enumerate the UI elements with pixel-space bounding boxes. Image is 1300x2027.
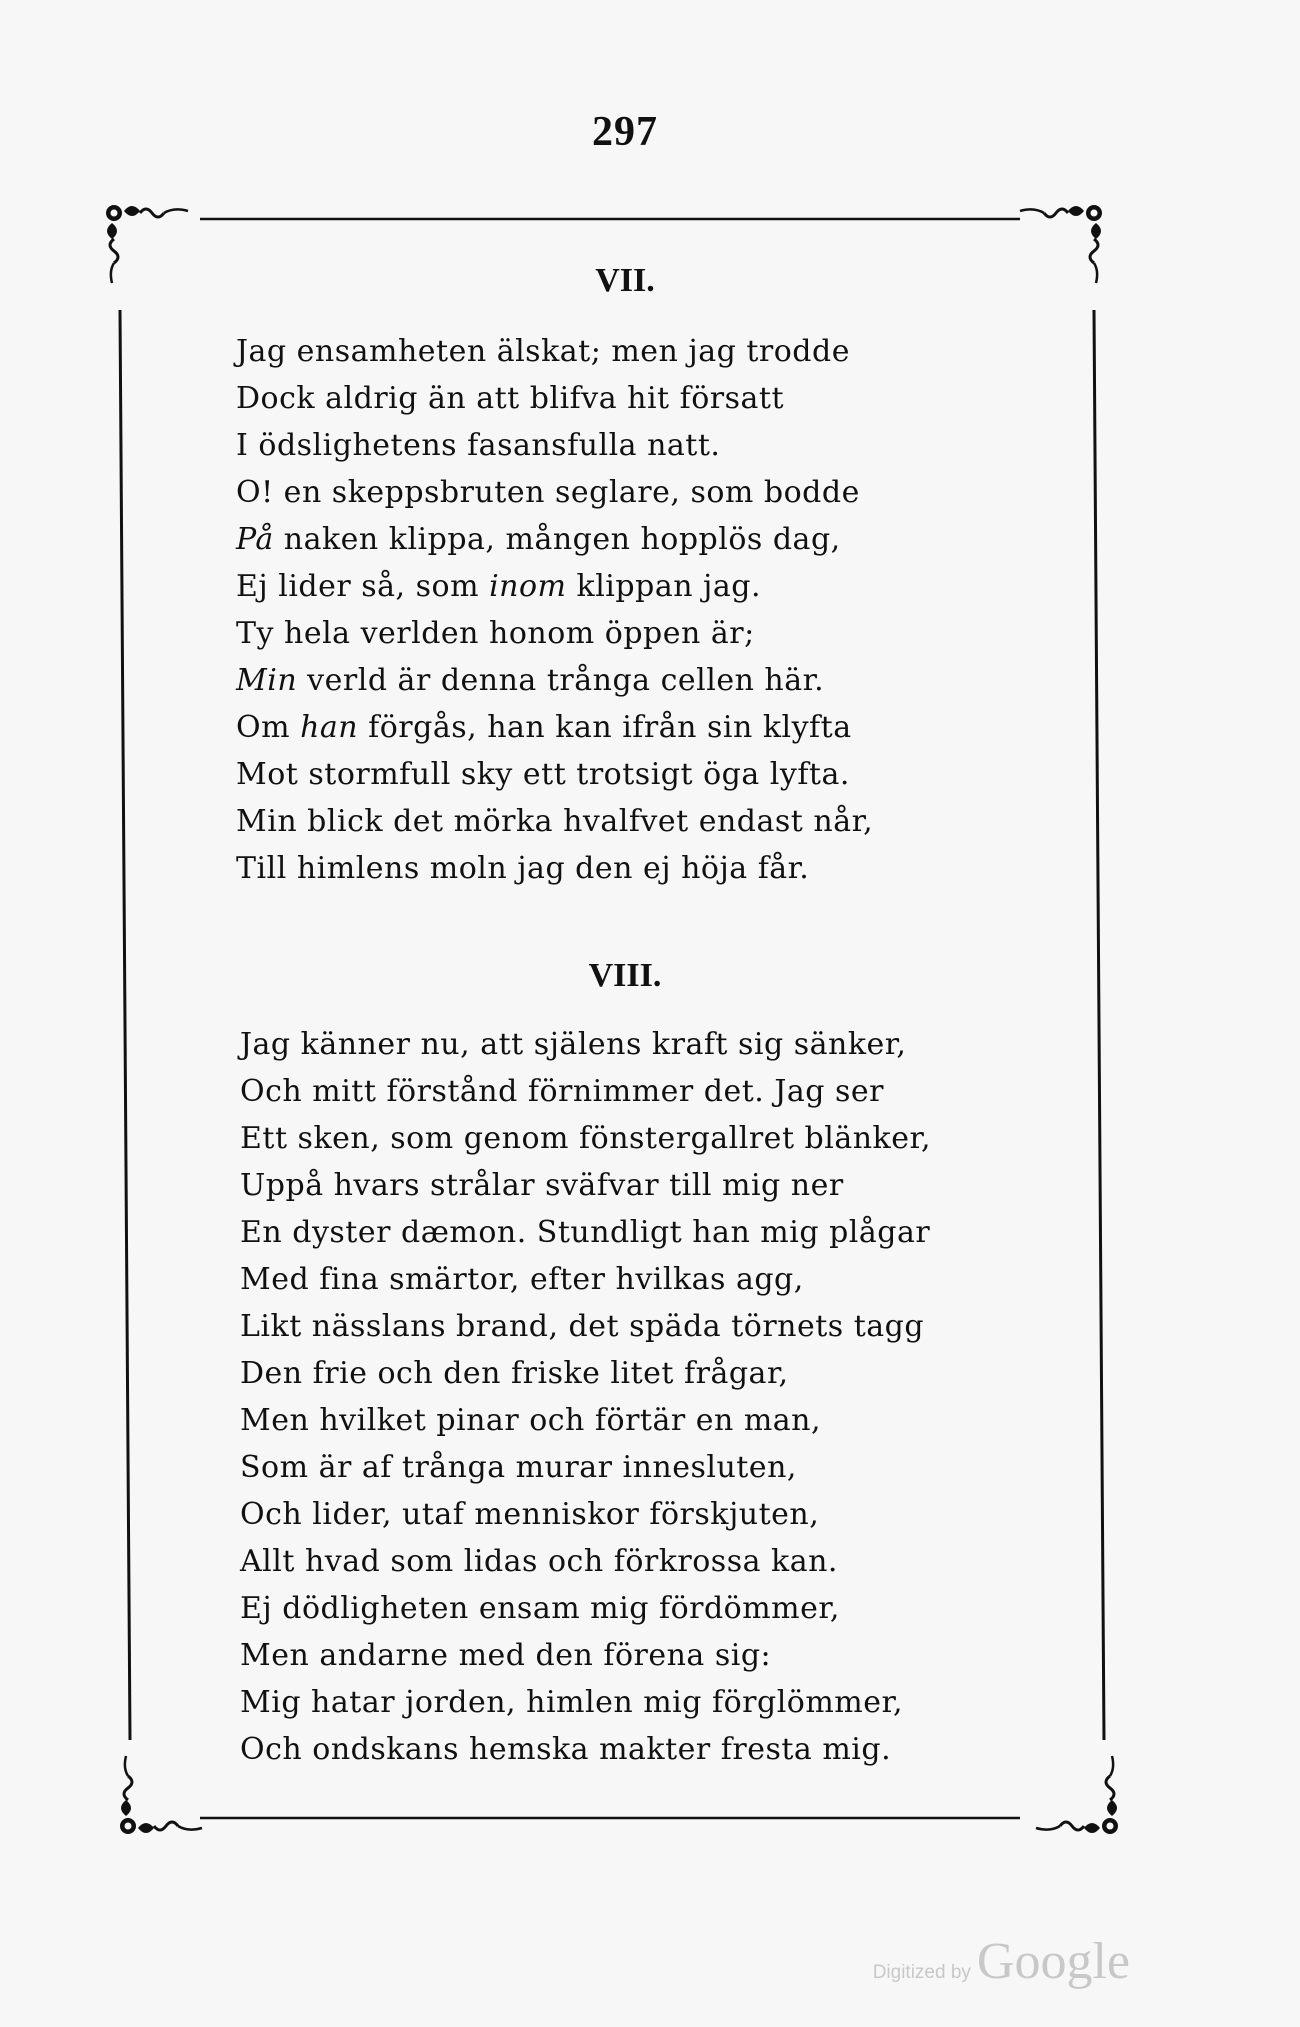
poem-line-text: Den frie och den friske litet frågar, bbox=[240, 1356, 789, 1391]
poem-line bbox=[240, 1350, 931, 1397]
poem-line-text: Och ondskans hemska makter fresta mig. bbox=[240, 1732, 892, 1767]
poem-line bbox=[240, 1491, 931, 1538]
poem-line bbox=[236, 751, 873, 798]
poem-stanza-viii bbox=[240, 1021, 931, 1773]
poem-line bbox=[240, 1726, 931, 1773]
poem-line bbox=[240, 1256, 931, 1303]
poem-line bbox=[240, 1444, 931, 1491]
poem-line-italic-text: han bbox=[300, 710, 359, 745]
digitized-by-google-watermark bbox=[873, 1932, 1130, 1991]
poem-line-text: naken klippa, mången hopplös dag, bbox=[273, 522, 841, 557]
poem-line-text: Uppå hvars strålar sväfvar till mig ner bbox=[240, 1168, 844, 1203]
poem-line-text: Med fina smärtor, efter hvilkas agg, bbox=[240, 1262, 804, 1297]
poem-line bbox=[236, 469, 873, 516]
poem-line-text: Och lider, utaf menniskor förskjuten, bbox=[240, 1497, 820, 1532]
poem-line-text: Jag känner nu, att själens kraft sig sänker, bbox=[240, 1027, 907, 1062]
poem-line-text: Min blick det mörka hvalfvet endast når, bbox=[236, 804, 874, 839]
poem-line-text: Likt nässlans brand, det späda törnets tagg bbox=[240, 1309, 925, 1344]
poem-line bbox=[236, 798, 873, 845]
section-heading-viii: VIII. bbox=[588, 957, 662, 994]
poem-line bbox=[240, 1115, 931, 1162]
frame-right-rule bbox=[1094, 310, 1104, 1740]
poem-line-text: Men andarne med den förena sig: bbox=[240, 1638, 772, 1673]
poem-line-text: Men hvilket pinar och förtär en man, bbox=[240, 1403, 822, 1438]
poem-line bbox=[240, 1068, 931, 1115]
poem-line bbox=[236, 422, 873, 469]
watermark-brand: Google bbox=[976, 1933, 1130, 1990]
frame-left-rule bbox=[120, 310, 130, 1740]
poem-line bbox=[236, 563, 873, 610]
poem-line bbox=[240, 1585, 931, 1632]
poem-line-italic-text: På bbox=[236, 522, 274, 557]
poem-line-text: Mot stormfull sky ett trotsigt öga lyfta. bbox=[236, 757, 850, 792]
poem-line-text: Ej dödligheten ensam mig fördömmer, bbox=[240, 1591, 840, 1626]
poem-line-text: verld är denna trånga cellen här. bbox=[297, 663, 825, 698]
poem-line-italic-text: Min bbox=[236, 663, 298, 698]
poem-line bbox=[236, 516, 873, 563]
poem-line-text: Ej lider så, som bbox=[236, 569, 490, 604]
poem-line bbox=[240, 1209, 931, 1256]
ornament-bottom-left-icon bbox=[120, 1756, 202, 1834]
poem-line bbox=[240, 1538, 931, 1585]
poem-line bbox=[240, 1632, 931, 1679]
section-heading-vii: VII. bbox=[595, 262, 655, 299]
poem-stanza-vii bbox=[236, 328, 873, 892]
poem-line bbox=[240, 1397, 931, 1444]
poem-line-text: Jag ensamheten älskat; men jag trodde bbox=[236, 334, 850, 369]
poem-line-text: Allt hvad som lidas och förkrossa kan. bbox=[240, 1544, 838, 1579]
poem-line-text: klippan jag. bbox=[566, 569, 761, 604]
poem-line bbox=[240, 1303, 931, 1350]
poem-line bbox=[240, 1162, 931, 1209]
poem-line-text: Mig hatar jorden, himlen mig förglömmer, bbox=[240, 1685, 904, 1720]
ornament-bottom-right-icon bbox=[1036, 1756, 1118, 1834]
poem-line-text: En dyster dæmon. Stundligt han mig plågar bbox=[240, 1215, 931, 1250]
poem-line-text: förgås, han kan ifrån sin klyfta bbox=[358, 710, 852, 745]
poem-line-text: Ty hela verlden honom öppen är; bbox=[236, 616, 755, 651]
poem-line bbox=[236, 657, 873, 704]
poem-line bbox=[236, 375, 873, 422]
page-number: 297 bbox=[592, 109, 658, 155]
watermark-prefix: Digitized by bbox=[872, 1962, 971, 1983]
poem-line-text: Och mitt förstånd förnimmer det. Jag ser bbox=[240, 1074, 885, 1109]
poem-line-text: Dock aldrig än att blifva hit försatt bbox=[236, 381, 785, 416]
poem-line-text: Om bbox=[236, 710, 301, 745]
poem-line-text: Ett sken, som genom fönstergallret blänker, bbox=[240, 1121, 932, 1156]
poem-line bbox=[240, 1021, 931, 1068]
poem-line bbox=[236, 328, 873, 375]
poem-line-text: O! en skeppsbruten seglare, som bodde bbox=[236, 475, 860, 510]
poem-line bbox=[240, 1679, 931, 1726]
poem-line bbox=[236, 704, 873, 751]
poem-line-italic-text: inom bbox=[489, 569, 567, 604]
poem-line-text: Som är af trånga murar innesluten, bbox=[240, 1450, 797, 1485]
poem-line-text: Till himlens moln jag den ej höja får. bbox=[236, 851, 810, 886]
poem-line-text: I ödslighetens fasansfulla natt. bbox=[236, 428, 721, 463]
poem-line bbox=[236, 610, 873, 657]
poem-line bbox=[236, 845, 873, 892]
